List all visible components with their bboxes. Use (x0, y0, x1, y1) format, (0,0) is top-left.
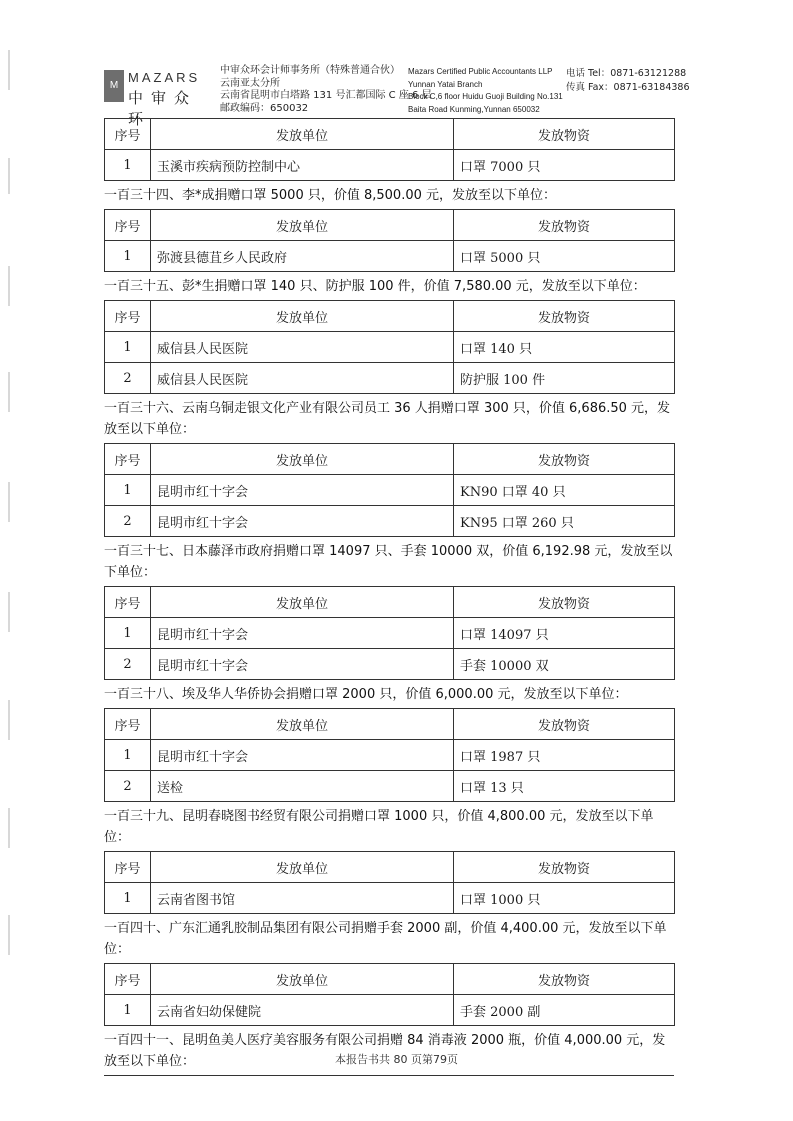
firm-line: 邮政编码：650032 (220, 102, 309, 114)
table-row (105, 618, 675, 649)
row-items: 口罩 1987 只 (454, 740, 675, 771)
page-footer: 本报告书共 80 页第79页 (335, 1053, 458, 1066)
margin-mark (8, 158, 16, 194)
row-items: 口罩 1000 只 (454, 883, 675, 914)
col-header-unit: 发放单位 (151, 210, 454, 241)
fax: 传真 Fax：0871-63184386 (566, 82, 690, 93)
donation-paragraph: 一百三十八、埃及华人华侨协会捐赠口罩 2000 只，价值 6,000.00 元，发放至以下单位： (104, 687, 628, 702)
firm-address-en (408, 66, 563, 116)
col-header-no: 序号 (105, 301, 151, 332)
col-header-unit: 发放单位 (151, 964, 454, 995)
table-row (105, 475, 675, 506)
col-header-unit: 发放单位 (151, 709, 454, 740)
cut-rule (104, 1075, 674, 1076)
distribution-table (104, 851, 675, 914)
row-unit: 送检 (151, 771, 454, 802)
col-header-unit: 发放单位 (151, 852, 454, 883)
row-unit: 昆明市红十字会 (151, 649, 454, 680)
row-unit: 昆明市红十字会 (151, 740, 454, 771)
table-row (105, 150, 675, 181)
firm-logo (104, 68, 216, 128)
row-unit: 云南省图书馆 (151, 883, 454, 914)
margin-mark (8, 592, 16, 632)
row-no: 2 (105, 649, 151, 680)
distribution-table (104, 586, 675, 680)
distribution-table (104, 708, 675, 802)
margin-mark (8, 808, 16, 848)
donation-paragraph: 一百三十五、彭*生捐赠口罩 140 只、防护服 100 件，价值 7,580.00 元，发放至以下单位： (104, 279, 646, 294)
logo-en: MAZARS (128, 70, 201, 85)
row-items: 手套 10000 双 (454, 649, 675, 680)
row-items: 口罩 140 只 (454, 332, 675, 363)
firm-line: 云南亚太分所 (220, 77, 280, 89)
margin-mark (8, 50, 16, 90)
row-items: 口罩 5000 只 (454, 241, 675, 272)
distribution-table (104, 963, 675, 1026)
firm-line-en: Baita Road Kunming,Yunnan 650032 (408, 104, 540, 114)
col-header-unit: 发放单位 (151, 301, 454, 332)
table-row (105, 332, 675, 363)
logo-cn: 中审众环 (128, 89, 198, 128)
col-header-unit: 发放单位 (151, 444, 454, 475)
row-no: 1 (105, 883, 151, 914)
firm-line-en: Mazars Certified Public Accountants LLP (408, 67, 553, 76)
col-header-items: 发放物资 (454, 301, 675, 332)
col-header-items: 发放物资 (454, 210, 675, 241)
table-header-row (105, 964, 675, 995)
table-row (105, 883, 675, 914)
col-header-no: 序号 (105, 709, 151, 740)
firm-line-en: Yunnan Yatai Branch (408, 79, 483, 89)
row-unit: 昆明市红十字会 (151, 618, 454, 649)
donation-paragraph: 一百四十一、昆明鱼美人医疗美容服务有限公司捐赠 84 消毒液 2000 瓶，价值 4,000.00 元，发放至以下单位： (104, 1033, 666, 1069)
table-row (105, 241, 675, 272)
row-items: 口罩 7000 只 (454, 150, 675, 181)
firm-line: 云南省昆明市白塔路 131 号汇都国际 C 座 6 层 (220, 90, 432, 101)
row-unit: 玉溪市疾病预防控制中心 (151, 150, 454, 181)
row-no: 1 (105, 995, 151, 1026)
row-no: 2 (105, 363, 151, 394)
table-header-row (105, 852, 675, 883)
distribution-table (104, 443, 675, 537)
row-no: 1 (105, 332, 151, 363)
col-header-no: 序号 (105, 444, 151, 475)
row-items: 手套 2000 副 (454, 995, 675, 1026)
firm-address-cn (220, 65, 432, 115)
table-header-row (105, 587, 675, 618)
donation-paragraph: 一百三十七、日本藤泽市政府捐赠口罩 14097 只、手套 10000 双，价值 6,192.98 元，发放至以下单位： (104, 544, 673, 580)
table-row (105, 649, 675, 680)
distribution-table (104, 300, 675, 394)
row-no: 1 (105, 150, 151, 181)
col-header-no: 序号 (105, 119, 151, 150)
row-no: 1 (105, 475, 151, 506)
row-unit: 云南省妇幼保健院 (151, 995, 454, 1026)
row-items: KN95 口罩 260 只 (454, 506, 675, 537)
row-items: KN90 口罩 40 只 (454, 475, 675, 506)
table-header-row (105, 301, 675, 332)
margin-mark (8, 482, 16, 522)
row-no: 1 (105, 740, 151, 771)
margin-mark (8, 266, 16, 306)
row-no: 2 (105, 506, 151, 537)
row-no: 2 (105, 771, 151, 802)
firm-line: 中审众环会计师事务所（特殊普通合伙） (220, 65, 400, 76)
table-row (105, 995, 675, 1026)
col-header-no: 序号 (105, 587, 151, 618)
col-header-items: 发放物资 (454, 709, 675, 740)
row-unit: 威信县人民医院 (151, 332, 454, 363)
row-no: 1 (105, 241, 151, 272)
logo-mark: M (104, 70, 124, 102)
row-unit: 威信县人民医院 (151, 363, 454, 394)
row-unit: 弥渡县德苴乡人民政府 (151, 241, 454, 272)
donation-paragraph: 一百三十六、云南乌铜走银文化产业有限公司员工 36 人捐赠口罩 300 只，价值 6,686.50 元，发放至以下单位： (104, 401, 671, 437)
table-header-row (105, 210, 675, 241)
col-header-unit: 发放单位 (151, 119, 454, 150)
col-header-no: 序号 (105, 210, 151, 241)
row-items: 口罩 13 只 (454, 771, 675, 802)
row-items: 防护服 100 件 (454, 363, 675, 394)
row-unit: 昆明市红十字会 (151, 506, 454, 537)
col-header-no: 序号 (105, 852, 151, 883)
table-header-row (105, 709, 675, 740)
distribution-table (104, 118, 675, 181)
table-header-row (105, 444, 675, 475)
col-header-items: 发放物资 (454, 964, 675, 995)
col-header-items: 发放物资 (454, 587, 675, 618)
margin-mark (8, 372, 16, 412)
row-unit: 昆明市红十字会 (151, 475, 454, 506)
row-no: 1 (105, 618, 151, 649)
table-row (105, 506, 675, 537)
col-header-items: 发放物资 (454, 119, 675, 150)
firm-contact (566, 67, 690, 95)
col-header-items: 发放物资 (454, 444, 675, 475)
tel: 电话 Tel：0871-63121288 (566, 68, 687, 79)
table-row (105, 771, 675, 802)
table-header-row (105, 119, 675, 150)
firm-line-en: Block C,6 floor Huidu Guoji Building No.131 (408, 92, 563, 101)
col-header-no: 序号 (105, 964, 151, 995)
table-row (105, 740, 675, 771)
donation-paragraph: 一百三十九、昆明春晓图书经贸有限公司捐赠口罩 1000 只，价值 4,800.00 元，发放至以下单位： (104, 809, 654, 845)
donation-paragraph: 一百四十、广东汇通乳胶制品集团有限公司捐赠手套 2000 副，价值 4,400.00 元，发放至以下单位： (104, 921, 667, 957)
margin-mark (8, 915, 16, 955)
col-header-unit: 发放单位 (151, 587, 454, 618)
distribution-table (104, 209, 675, 272)
donation-paragraph: 一百三十四、李*成捐赠口罩 5000 只，价值 8,500.00 元，发放至以下单位： (104, 188, 557, 203)
row-items: 口罩 14097 只 (454, 618, 675, 649)
margin-mark (8, 700, 16, 740)
donation-list (104, 118, 674, 1076)
col-header-items: 发放物资 (454, 852, 675, 883)
table-row (105, 363, 675, 394)
